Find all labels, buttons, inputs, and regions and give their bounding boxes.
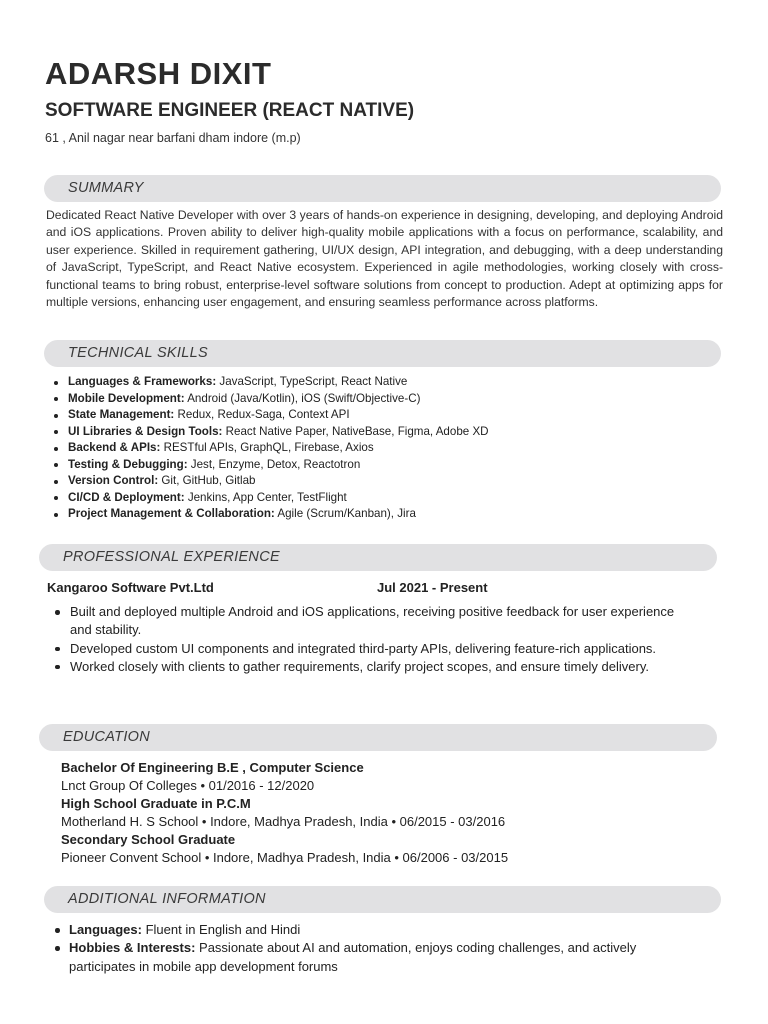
section-title: SUMMARY: [68, 180, 144, 196]
skill-label: Languages & Frameworks:: [68, 375, 217, 388]
experience-bullets: [52, 603, 692, 676]
section-header-summary: [44, 175, 721, 202]
skill-value: React Native Paper, NativeBase, Figma, Adobe XD: [222, 424, 489, 438]
list-item: [52, 391, 712, 408]
list-item: [52, 921, 692, 939]
section-header-experience: [39, 544, 717, 571]
list-item: Developed custom UI components and integrated third-party APIs, delivering feature-rich applications.: [52, 640, 692, 658]
skills-list: [52, 374, 712, 523]
degree-title: High School Graduate in P.C.M: [61, 796, 251, 811]
skill-value: JavaScript, TypeScript, React Native: [216, 375, 408, 388]
list-item: [52, 457, 712, 474]
list-item: Built and deployed multiple Android and iOS applications, receiving positive feedback for user experience and stability.: [52, 603, 692, 640]
address: 61 , Anil nagar near barfani dham indore (m.p): [45, 131, 301, 145]
degree-title: Secondary School Graduate: [61, 832, 236, 847]
list-item: [52, 939, 692, 976]
skill-label: Backend & APIs:: [68, 441, 161, 454]
list-item: [52, 506, 712, 523]
employment-dates: Jul 2021 - Present: [377, 580, 488, 595]
list-item: [52, 424, 712, 441]
additional-list: [52, 921, 692, 976]
skill-label: Mobile Development:: [68, 391, 185, 405]
section-title: ADDITIONAL INFORMATION: [68, 891, 266, 907]
degree-detail: Motherland H. S School • Indore, Madhya Pradesh, India • 06/2015 - 03/2016: [61, 814, 506, 829]
section-header-additional: [44, 886, 721, 913]
company-name: Kangaroo Software Pvt.Ltd: [47, 580, 214, 595]
candidate-name: ADARSH DIXIT: [45, 56, 272, 91]
section-title: PROFESSIONAL EXPERIENCE: [63, 549, 280, 565]
info-label: Hobbies & Interests:: [69, 940, 196, 956]
skill-label: UI Libraries & Design Tools:: [68, 424, 223, 438]
skill-value: Redux, Redux-Saga, Context API: [174, 408, 350, 421]
skill-value: RESTful APIs, GraphQL, Firebase, Axios: [160, 441, 374, 454]
skill-label: Project Management & Collaboration:: [68, 507, 275, 520]
skill-label: State Management:: [68, 408, 175, 421]
list-item: [52, 374, 712, 391]
list-item: [52, 490, 712, 507]
skill-value: Agile (Scrum/Kanban), Jira: [274, 507, 416, 520]
skill-label: Testing & Debugging:: [68, 457, 188, 471]
info-label: Languages:: [69, 922, 142, 937]
degree-title: Bachelor Of Engineering B.E , Computer Science: [61, 760, 364, 775]
info-value: Fluent in English and Hindi: [141, 922, 301, 937]
section-header-skills: [44, 340, 721, 367]
skill-value: Git, GitHub, Gitlab: [158, 474, 256, 487]
info-value: Passionate about AI and automation, enjoys coding challenges, and actively participates in mobile app development forums: [69, 940, 637, 974]
list-item: [52, 440, 712, 457]
section-title: TECHNICAL SKILLS: [68, 345, 208, 361]
skill-label: Version Control:: [68, 474, 159, 487]
degree-detail: Pioneer Convent School • Indore, Madhya Pradesh, India • 06/2006 - 03/2015: [61, 850, 509, 865]
section-header-education: [39, 724, 717, 751]
job-title: SOFTWARE ENGINEER (REACT NATIVE): [45, 100, 415, 121]
degree-detail: Lnct Group Of Colleges • 01/2016 - 12/2020: [61, 778, 315, 793]
education-list: [61, 759, 701, 867]
list-item: Worked closely with clients to gather requirements, clarify project scopes, and ensure timely delivery.: [52, 658, 692, 676]
skill-value: Android (Java/Kotlin), iOS (Swift/Objective-C): [184, 391, 421, 405]
list-item: [52, 473, 712, 490]
summary-text: Dedicated React Native Developer with over 3 years of hands-on experience in designing, developing, and deploying Android and iOS applications. Proven ability to deliver high-quality mobile applications with a focus on performance, scalability, and user experience. Skilled in requirement gathering, UI/UX design, API integration, and debugging, with a deep understanding of JavaScript, TypeScript, and React Native ecosystem. Experienced in agile methodologies, working closely with cross-functional teams to bring robust, enterprise-level software solutions from concept to production. Adept at optimizing apps for multiple versions, enhancing user engagement, and ensuring seamless performance across platforms.: [46, 208, 723, 310]
skill-value: Jenkins, App Center, TestFlight: [184, 490, 347, 504]
skill-label: CI/CD & Deployment:: [68, 490, 185, 504]
section-title: EDUCATION: [63, 729, 151, 745]
list-item: [52, 407, 712, 424]
skill-value: Jest, Enzyme, Detox, Reactotron: [187, 457, 361, 471]
